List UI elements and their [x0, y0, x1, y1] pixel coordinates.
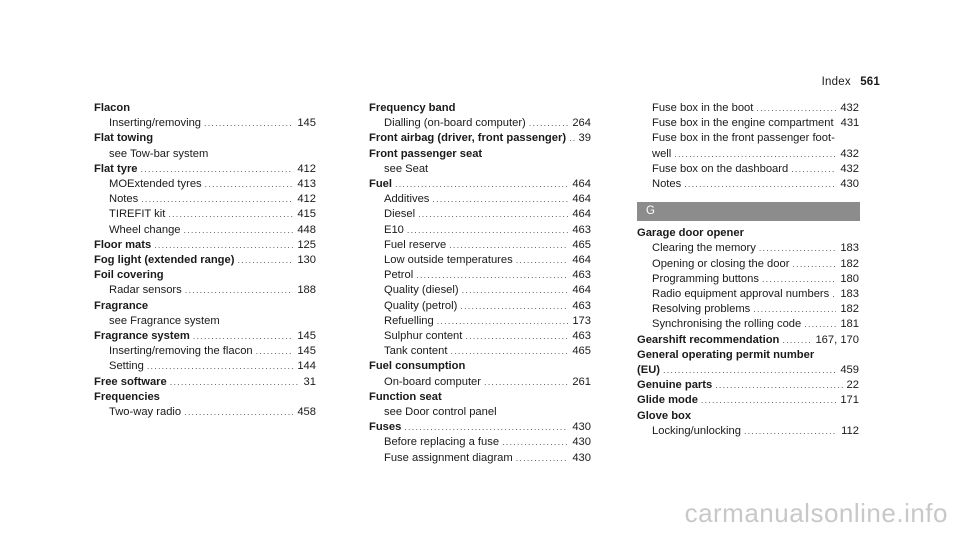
dot-leader [782, 333, 811, 348]
page-number: 561 [860, 76, 880, 88]
index-sub-entry [637, 287, 859, 302]
page-reference: 181 [840, 318, 859, 331]
entry-text: Two-way radio [109, 406, 182, 419]
index-sub-entry [369, 207, 591, 222]
page-reference: 171 [840, 394, 859, 407]
index-sub-entry [94, 223, 316, 238]
entry-text: Fragrance system [94, 330, 190, 343]
index-sub-entry [369, 283, 591, 298]
dot-leader [516, 253, 569, 268]
entry-text: Clearing the memory [652, 242, 756, 255]
page-reference: 39 [578, 132, 591, 145]
page-reference: 180 [840, 272, 859, 285]
page-reference: 412 [297, 162, 316, 175]
index-heading-entry [94, 390, 316, 405]
index-sub-entry [369, 375, 591, 390]
entry-text: Fragrance [94, 299, 149, 312]
entry-text: Flat tyre [94, 162, 138, 175]
entry-text: Programming buttons [652, 272, 759, 285]
dot-leader [404, 420, 568, 435]
page-reference: 145 [297, 345, 316, 358]
index-sub-entry [637, 162, 859, 177]
entry-text: Dialling (on-board computer) [384, 117, 526, 130]
page-reference: 144 [297, 360, 316, 373]
page-reference: 145 [297, 330, 316, 343]
entry-text: see Tow-bar system [109, 147, 209, 160]
dot-leader [205, 177, 294, 192]
index-heading-entry [637, 393, 859, 408]
entry-text: see Door control panel [384, 406, 497, 419]
page-reference: 432 [840, 102, 859, 114]
index-sub-entry [94, 359, 316, 374]
index-sub-entry [369, 435, 591, 450]
page-reference: 415 [297, 208, 316, 221]
dot-leader [791, 162, 836, 177]
dot-leader [701, 393, 836, 408]
dot-leader [170, 375, 300, 390]
page-reference: 264 [572, 117, 591, 130]
page-reference: 465 [572, 345, 591, 358]
dot-leader [154, 238, 293, 253]
page-reference: 463 [572, 223, 591, 236]
dot-leader [759, 241, 836, 256]
dot-leader [462, 283, 569, 298]
entry-text: Tank content [384, 345, 448, 358]
index-heading-entry [94, 329, 316, 344]
index-sub-entry [369, 238, 591, 253]
dot-leader [832, 287, 836, 302]
page-reference: 465 [572, 238, 591, 251]
index-sub-entry [637, 302, 859, 317]
index-sub-entry [94, 405, 316, 420]
index-heading-entry [94, 268, 316, 283]
page-reference: 188 [297, 284, 316, 297]
page-reference: 173 [572, 314, 591, 327]
entry-text: Wheel change [109, 223, 181, 236]
dot-leader [744, 424, 837, 439]
page-reference: 431 [840, 117, 860, 130]
page-reference: 463 [572, 269, 591, 282]
page-reference: 458 [297, 406, 316, 419]
index-sub-entry [637, 424, 859, 439]
dot-leader [204, 116, 293, 131]
index-sub-entry [369, 268, 591, 283]
page-reference: 145 [297, 117, 316, 130]
entry-text: Gearshift recommendation [637, 333, 780, 346]
entry-text: Petrol [384, 269, 414, 282]
entry-text: (EU) [637, 364, 660, 377]
index-sub-entry [369, 192, 591, 207]
entry-text: well [652, 147, 672, 160]
dot-leader [437, 314, 569, 329]
index-heading-entry [637, 333, 859, 348]
index-heading-entry [369, 101, 591, 116]
index-heading-entry [94, 253, 316, 268]
entry-text: Fuel reserve [384, 238, 447, 251]
index-sub-entry [637, 116, 859, 131]
page-reference: 464 [572, 193, 591, 206]
index-heading-entry [369, 420, 591, 435]
index-column-3 [637, 101, 859, 439]
index-heading-entry [637, 226, 859, 241]
page-reference: 464 [572, 284, 591, 297]
index-sub-entry [369, 314, 591, 329]
dot-leader [529, 116, 569, 131]
entry-text: Free software [94, 375, 167, 388]
index-sub-entry [637, 317, 859, 332]
dot-leader [147, 359, 293, 374]
dot-leader [753, 302, 836, 317]
dot-leader [804, 317, 836, 332]
entry-text: Quality (petrol) [384, 299, 458, 312]
entry-text: Fuses [369, 421, 402, 434]
dot-leader [460, 299, 568, 314]
entry-text: see Fragrance system [109, 314, 220, 327]
entry-text: Additives [384, 193, 430, 206]
dot-leader [569, 131, 574, 146]
entry-text: Garage door opener [637, 227, 744, 240]
page-reference: 432 [840, 147, 859, 160]
dot-leader [185, 283, 294, 298]
entry-text: Diesel [384, 208, 416, 221]
page-header [822, 76, 880, 88]
entry-text: Synchronising the rolling code [652, 318, 802, 331]
index-entries-f-continued [637, 101, 859, 192]
index-sub-entry [94, 192, 316, 207]
dot-leader [184, 223, 294, 238]
page-reference: 459 [840, 364, 859, 377]
index-column-2 [369, 101, 591, 466]
dot-leader [715, 378, 842, 393]
dot-leader [407, 223, 568, 238]
index-sub-entry [369, 116, 591, 131]
entry-text: Inserting/removing [109, 117, 202, 130]
entry-text: Fuse box in the front passenger foot- [652, 132, 835, 145]
index-sub-entry [94, 177, 316, 192]
entry-text: Glide mode [637, 394, 698, 407]
page-reference: 182 [840, 257, 859, 270]
index-heading-entry [637, 348, 859, 363]
index-sub-entry [637, 177, 859, 192]
entry-text: TIREFIT kit [109, 208, 166, 221]
dot-leader [684, 177, 836, 192]
page-reference: 463 [572, 299, 591, 312]
index-sub-entry [369, 223, 591, 238]
entry-text: Floor mats [94, 238, 152, 251]
dot-leader [674, 147, 836, 162]
dot-leader [502, 435, 568, 450]
page-reference: 182 [840, 303, 859, 316]
page-reference: 430 [572, 436, 591, 449]
page-reference: 448 [297, 223, 316, 236]
index-heading-entry [94, 101, 316, 116]
index-heading-entry [94, 131, 316, 146]
index-heading-entry [94, 299, 316, 314]
entry-text: Genuine parts [637, 379, 713, 392]
index-heading-entry [637, 409, 859, 424]
index-sub-entry [637, 131, 859, 146]
entry-text: Fuel [369, 178, 392, 191]
dot-leader [395, 177, 568, 192]
dot-leader [432, 192, 568, 207]
index-sub-entry [369, 451, 591, 466]
entry-text: Front airbag (driver, front passenger) [369, 132, 567, 145]
index-sub-entry [94, 344, 316, 359]
entry-text: Before replacing a fuse [384, 436, 500, 449]
dot-leader [141, 162, 294, 177]
index-heading-entry [637, 378, 859, 393]
entry-text: Resolving problems [652, 303, 751, 316]
dot-leader [465, 329, 568, 344]
index-sub-entry [637, 272, 859, 287]
entry-text: Radio equipment approval numbers [652, 288, 830, 301]
index-sub-entry [369, 162, 591, 177]
index-sub-entry [637, 101, 859, 116]
entry-text: MOExtended tyres [109, 178, 202, 191]
page-reference: 183 [840, 288, 859, 301]
page-reference: 464 [572, 208, 591, 221]
index-heading-entry [94, 238, 316, 253]
index-heading-entry [369, 359, 591, 374]
dot-leader [450, 344, 568, 359]
index-sub-entry [369, 329, 591, 344]
entry-text: Low outside temperatures [384, 254, 513, 267]
entry-text: Locking/unlocking [652, 424, 741, 437]
index-column-1 [94, 101, 316, 420]
entry-text: Foil covering [94, 269, 164, 282]
dot-leader [237, 253, 293, 268]
index-sub-entry [94, 314, 316, 329]
index-heading-entry [94, 375, 316, 390]
entry-text: Fuse box on the dashboard [652, 162, 789, 175]
entry-text: Flacon [94, 102, 131, 114]
entry-text: Setting [109, 360, 144, 373]
dot-leader [141, 192, 293, 207]
page-reference: 167, 170 [815, 333, 859, 346]
dot-leader [663, 363, 836, 378]
index-label: Index [821, 76, 851, 88]
index-heading-entry [369, 131, 591, 146]
dot-leader [416, 268, 568, 283]
dot-leader [418, 207, 568, 222]
dot-leader [449, 238, 568, 253]
index-sub-entry [369, 299, 591, 314]
page-reference: 464 [572, 254, 591, 267]
page-reference: 183 [840, 242, 859, 255]
index-heading-entry [369, 147, 591, 162]
index-sub-entry [369, 405, 591, 420]
entry-text: Fog light (extended range) [94, 254, 235, 267]
dot-leader [756, 101, 836, 116]
entry-text: Flat towing [94, 132, 154, 145]
page-reference: 463 [572, 330, 591, 343]
entry-text: Fuse box in the boot [652, 102, 754, 114]
page-reference: 430 [572, 421, 591, 434]
page-reference: 130 [297, 254, 316, 267]
dot-leader [168, 207, 293, 222]
entry-text: Inserting/removing the flacon [109, 345, 253, 358]
entry-text: Frequency band [369, 102, 456, 114]
entry-text: On-board computer [384, 375, 482, 388]
entry-text: Notes [109, 193, 139, 206]
entry-text: Function seat [369, 390, 442, 403]
index-sub-entry [637, 241, 859, 256]
page-reference: 430 [572, 451, 591, 464]
index-sub-entry [637, 147, 859, 162]
entry-text: Frequencies [94, 390, 160, 403]
page-reference: 413 [297, 178, 316, 191]
dot-leader [516, 451, 569, 466]
index-entries-g [637, 226, 859, 439]
entry-text: Refuelling [384, 314, 434, 327]
page-reference: 31 [303, 375, 316, 388]
entry-text: Opening or closing the door [652, 257, 790, 270]
page-reference: 464 [572, 178, 591, 191]
index-heading-entry [637, 363, 859, 378]
page-reference: 412 [297, 193, 316, 206]
dot-leader [484, 375, 568, 390]
index-heading-entry [94, 162, 316, 177]
dot-leader [184, 405, 293, 420]
entry-text: see Seat [384, 162, 429, 175]
entry-text: Fuse box in the engine compartment [652, 117, 834, 130]
dot-leader [762, 272, 836, 287]
watermark-logo: carmanualsonline.info [684, 498, 948, 528]
entry-text: Notes [652, 178, 682, 191]
index-heading-entry [369, 177, 591, 192]
index-sub-entry [369, 253, 591, 268]
index-sub-entry [94, 207, 316, 222]
entry-text: Sulphur content [384, 330, 463, 343]
page-reference: 261 [572, 375, 591, 388]
page-reference: 22 [846, 379, 859, 392]
entry-text: Glove box [637, 409, 692, 422]
page-reference: 432 [840, 162, 859, 175]
entry-text: General operating permit number [637, 348, 815, 361]
page-reference: 430 [840, 178, 859, 191]
entry-text: Radar sensors [109, 284, 182, 297]
entry-text: Fuse assignment diagram [384, 451, 513, 464]
entry-text: Front passenger seat [369, 147, 483, 160]
entry-text: Fuel consumption [369, 360, 466, 373]
section-header-g: G [637, 202, 860, 221]
dot-leader [256, 344, 294, 359]
index-sub-entry [637, 257, 859, 272]
dot-leader [193, 329, 294, 344]
index-sub-entry [369, 344, 591, 359]
index-sub-entry [94, 116, 316, 131]
index-heading-entry [369, 390, 591, 405]
dot-leader [792, 257, 836, 272]
index-sub-entry [94, 147, 316, 162]
entry-text: Quality (diesel) [384, 284, 459, 297]
page-reference: 112 [841, 424, 859, 437]
index-sub-entry [94, 283, 316, 298]
entry-text: E10 [384, 223, 404, 236]
page-reference: 125 [297, 238, 316, 251]
